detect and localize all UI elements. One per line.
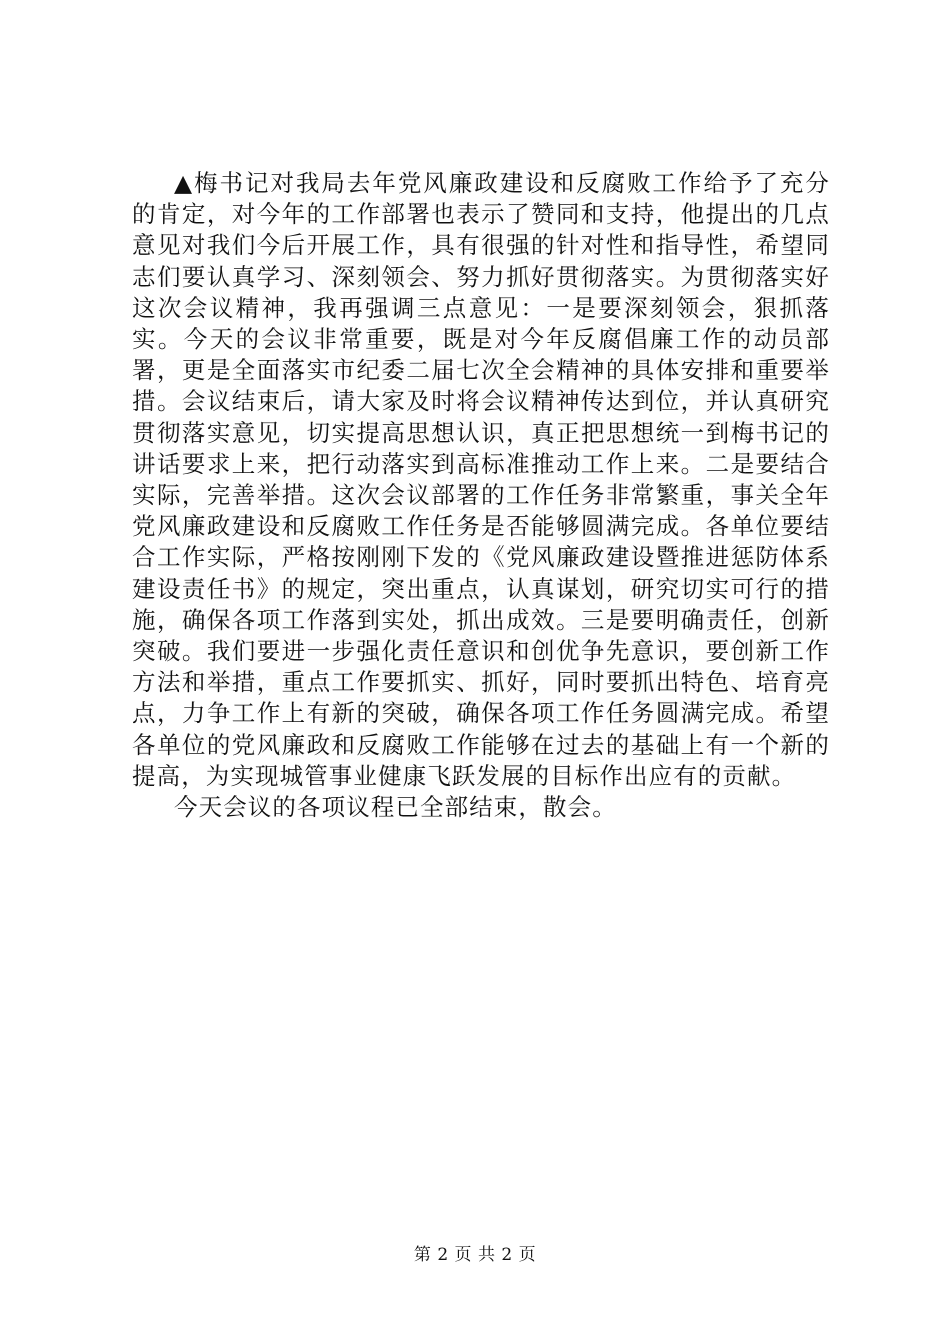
- page-number-footer: 第 2 页 共 2 页: [413, 1245, 537, 1265]
- paragraph-closing: 今天会议的各项议程已全部结束，散会。: [174, 793, 617, 822]
- document-body: [132, 168, 830, 823]
- paragraph-speech: ▲梅书记对我局去年党风廉政建设和反腐败工作给予了充分的肯定，对今年的工作部署也表示了赞同和支持，他提出的几点意见对我们今后开展工作，具有很强的针对性和指导性，希望同志们要认真学习、深刻领会、努力抓好贯彻落实。为贯彻落实好这次会议精神，我再强调三点意见：一是要深刻领会，狠抓落实。今天的会议非常重要，既是对今年反腐倡廉工作的动员部署，更是全面落实市纪委二届七次全会精神的具体安排和重要举措。会议结束后，请大家及时将会议精神传达到位，并认真研究贯彻落实意见，切实提高思想认识，真正把思想统一到梅书记的讲话要求上来，把行动落实到高标准推动工作上来。二是要结合实际，完善举措。这次会议部署的工作任务非常繁重，事关全年党风廉政建设和反腐败工作任务是否能够圆满完成。各单位要结合工作实际，严格按刚刚下发的《党风廉政建设暨推进惩防体系建设责任书》的规定，突出重点，认真谋划，研究切实可行的措施，确保各项工作落到实处，抓出成效。三是要明确责任，创新突破。我们要进一步强化责任意识和创优争先意识，要创新工作方法和举措，重点工作要抓实、抓好，同时要抓出特色、培育亮点，力争工作上有新的突破，确保各项工作任务圆满完成。希望各单位的党风廉政和反腐败工作能够在过去的基础上有一个新的提高，为实现城管事业健康飞跃发展的目标作出应有的贡献。: [132, 169, 830, 790]
